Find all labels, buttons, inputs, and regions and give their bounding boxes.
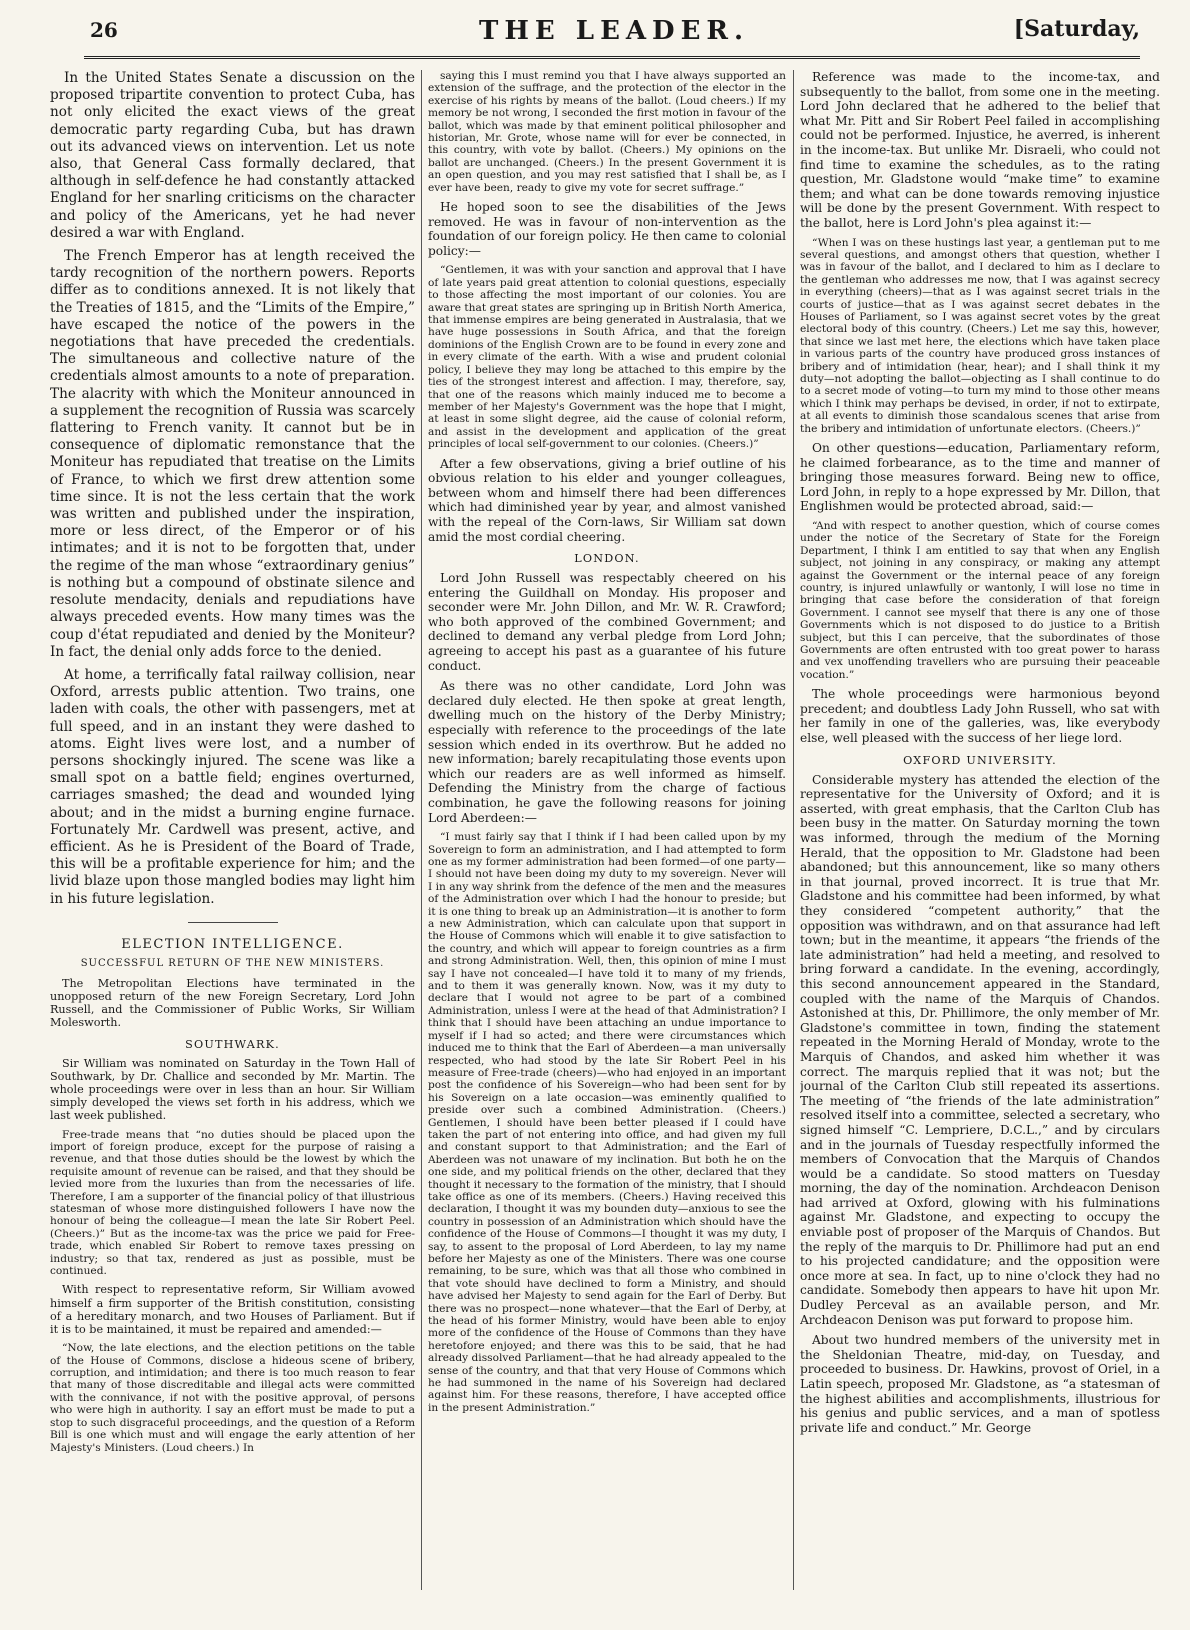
section-divider [188, 922, 278, 923]
paragraph: He hoped soon to see the disabilities of the Jews removed. He was in favour of non-intervention as the foundation of our foreign policy. He then came to colonial policy:— [428, 200, 786, 258]
column-divider [793, 70, 794, 1590]
section-heading: ELECTION INTELLIGENCE. [121, 936, 344, 952]
paragraph: Lord John Russell was respectably cheered on his entering the Guildhall on Monday. His proposer and seconder were Mr. John Dillon, and Mr. W. R. Crawford; who both approved of the combined Government; and declined to demand any verbal pledge from Lord John; agreeing to accept his past as a guarantee of his future conduct. [428, 571, 786, 673]
paragraph: The whole proceedings were harmonious beyond precedent; and doubtless Lady John Russell, who sat with her family in one of the galleries, was, like everybody else, well pleased with the success of her liege lord. [800, 687, 1160, 746]
paragraph: Reference was made to the income-tax, and subsequently to the ballot, from some one in the meeting. Lord John declared that he adhered to the belief that what Mr. Pitt and Sir Robert Peel failed in accomplishing could not be performed. Injustice, he averred, is inherent in the income-tax. But unlike Mr. Disraeli, who could not find time to examine the schedules, as to the rating question, Mr. Gladstone would “make time” to examine them; and what can be done towards removing injustice will be done by the present Government. With respect to the ballot, here is Lord John's plea against it:— [800, 70, 1160, 230]
quote-paragraph: “When I was on these hustings last year, a gentleman put to me several questions, and amongst others that question, whether I was in favour of the ballot, and I declared to him as I declare to the gentleman who addresses me now, that I was against secrecy in everything (cheers)—that as I was against secret trials in the courts of justice—that as I was against secret debates in the Houses of Parliament, so I was against secret votes by the great electoral body of this country. (Cheers.) Let me say this, however, that since we last met here, the elections which have taken place in various parts of the country have produced gross instances of bribery and of intimidation (hear, hear); and I shall think it my duty—not adopting the ballot—objecting as I shall continue to do to a secret mode of voting—to turn my mind to those other means which I think may perhaps be devised, in order, if not to extirpate, at all events to diminish those scandalous scenes that arise from the bribery and intimidation of unfortunate electors. (Cheers.)” [800, 236, 1160, 435]
paragraph: The Metropolitan Elections have terminated in the unopposed return of the new Foreign Secretary, Lord John Russell, and the Commissioner of Public Works, Sir William Molesworth. [50, 976, 415, 1030]
paragraph-french-emperor: The French Emperor has at length received the tardy recognition of the northern powers. Reports differ as to conditions annexed. It is not likely that the Treaties of 1815, and the “Limits of the Empire,” have escaped the notice of the powers in the negotiations that have preceded the credentials. The simultaneous and collective nature of the credentials almost amounts to a note of preparation. The alacrity with which the Moniteur announced in a supplement the recognition of Russia was scarcely flattering to French vanity. It cannot but be in consequence of diplomatic remonstance that the Moniteur has repudiated that treatise on the Limits of France, to which we first drew attention some time since. It is not the less certain that the work was written and published under the inspiration, more or less direct, of the Emperor or of his intimates; and it is not to be forgotten that, under the regime of the man whose “extraordinary genius” is nothing but a compound of obstinate silence and resolute mendacity, denials and repudiations have always preceded events. How many times was the coup d'état repudiated and denied by the Moniteur? In fact, the denial only adds force to the denied. [50, 248, 415, 660]
paragraph: On other questions—education, Parliamentary reform, he claimed forbearance, as to the time and manner of bringing those measures forward. Being new to office, Lord John, in reply to a hope expressed by Mr. Dillon, that Englishmen would be protected abroad, said:— [800, 441, 1160, 514]
subsection-heading-southwark: SOUTHWARK. [185, 1037, 280, 1051]
quote-paragraph: Free-trade means that “no duties should be placed upon the import of foreign produce, except for the purpose of raising a revenue, and that those duties should be the lowest by which the requisite amount of revenue can be raised, and that they should be levied more from the luxuries than from the necessaries of life. Therefore, I am a supporter of the financial policy of that illustrious statesman of whose more distinguished followers I have now the honour of being the colleague—I mean the late Sir Robert Peel. (Cheers.)” But as the income-tax was the price we paid for Free-trade, which enabled Sir Robert to remove taxes pressing on industry; so that tax, rendered as just as possible, must be continued. [50, 1128, 415, 1278]
paragraph: Sir William was nominated on Saturday in the Town Hall of Southwark, by Dr. Challice and seconded by Mr. Martin. The whole proceedings were over in less than an hour. Sir William simply developed the views set forth in his address, which we last week published. [50, 1056, 415, 1123]
quote-paragraph: “And with respect to another question, which of course comes under the notice of the Secretary of State for the Foreign Department, I think I am entitled to say that when any English subject, not joining in any conspiracy, or making any attempt against the Government or the internal peace of any foreign country, is injured unlawfully or wantonly, I will lose no time in bringing that case before the consideration of that foreign Government. I cannot see myself that there is any one of those Governments which is not disposed to do justice to a British subject, but this I can perceive, that the subordinates of those Governments are often entrusted with too great power to harass and vex unoffending travellers who are pursuing their peaceable vocation.” [800, 520, 1160, 681]
quote-paragraph: “Now, the late elections, and the election petitions on the table of the House of Commons, disclose a hideous scene of bribery, corruption, and intimidation; and there is too much reason to fear that many of those discreditable and illegal acts were committed with the connivance, if not with the positive approval, of persons who were high in authority. I say an effort must be made to put a stop to such disgraceful proceedings, and the question of a Reform Bill is one which must and will engage the early attention of her Majesty's Ministers. (Loud cheers.) In [50, 1342, 415, 1454]
paragraph-cuba: In the United States Senate a discussion on the proposed tripartite convention to protect Cuba, has not only elicited the exact views of the great democratic party regarding Cuba, but has drawn out its advanced views on intervention. Let us note also, that General Cass formally declared, that although in self-defence he had constantly attacked England for her snarling criticisms on the character and policy of the Americans, yet he had never desired a war with England. [50, 70, 415, 241]
column-divider [421, 70, 422, 1590]
paragraph: Considerable mystery has attended the election of the representative for the University of Oxford; and it is asserted, with great emphasis, that the Carlton Club has been busy in the matter. On Saturday morning the town was informed, through the medium of the Morning Herald, that the opposition to Mr. Gladstone had been abandoned; but this announcement, like so many others in that journal, proved incorrect. It is true that Mr. Gladstone and his committee had been informed, by what they considered “competent authority,” that the opposition was withdrawn, and on that assurance had left town; but in the meantime, it appears “the friends of the late administration” had held a meeting, and resolved to bring forward a candidate. In the evening, accordingly, this second announcement appeared in the Standard, coupled with the name of the Marquis of Chandos. Astonished at this, Dr. Phillimore, the only member of Mr. Gladstone's committee in town, finding the statement repeated in the Morning Herald of Monday, wrote to the Marquis of Chandos, and asked him whether it was correct. The marquis replied that it was not; but the journal of the Carlton Club still repeated its assertions. The meeting of “the friends of the late administration” resolved itself into a committee, selected a secretary, who signed himself “C. Lempriere, D.C.L.,” and by circulars and in the journals of Tuesday respectfully informed the members of Convocation that the Marquis of Chandos would be a candidate. So stood matters on Tuesday morning, the day of the nomination. Archdeacon Denison had arrived at Oxford, glowing with his fulminations against Mr. Gladstone, and expecting to occupy the enviable post of proposer of the Marquis of Chandos. But the reply of the marquis to Dr. Phillimore had put an end to his projected candidature; and the opposition were once more at sea. In fact, up to nine o'clock they had no candidate. Somebody then appears to have hit upon Mr. Dudley Perceval as an available person, and Mr. Archdeacon Denison was put forward to propose him. [800, 772, 1160, 1327]
column-3 [800, 70, 1160, 1590]
newspaper-title: THE LEADER. [479, 16, 750, 46]
paragraph: As there was no other candidate, Lord John was declared duly elected. He then spoke at great length, dwelling much on the history of the Derby Ministry; especially with reference to the proceedings of the late session which ended in its overthrow. But he added no new information; barely recapitulating those events upon which our readers are as well informed as himself. Defending the Ministry from the charge of factious combination, he gave the following reasons for joining Lord Aberdeen:— [428, 679, 786, 825]
page-number: 26 [90, 18, 118, 42]
paragraph: About two hundred members of the university met in the Sheldonian Theatre, mid-day, on Tuesday, and proceeded to business. Dr. Hawkins, provost of Oriel, in a Latin speech, proposed Mr. Gladstone, as “a statesman of the highest abilities and accomplishments, illustrious for his genius and public services, and a man of spotless private life and conduct.” Mr. George [800, 1333, 1160, 1435]
subsection-heading-oxford: OXFORD UNIVERSITY. [903, 753, 1057, 767]
section-subheading: SUCCESSFUL RETURN OF THE NEW MINISTERS. [80, 957, 385, 969]
column-1 [50, 70, 415, 1590]
paragraph: After a few observations, giving a brief outline of his obvious relation to his elder and younger colleagues, between whom and himself there had been differences which had diminished year by year, and almost vanished with the repeal of the Corn-laws, Sir William sat down amid the most cordial cheering. [428, 456, 786, 544]
paragraph-railway-collision: At home, a terrifically fatal railway collision, near Oxford, arrests public attention. Two trains, one laden with coals, the other with passengers, met at full speed, and in an instant they were dashed to atoms. Eight lives were lost, and a number of persons shockingly injured. The scene was like a small spot on a battle field; engines overturned, carriages smashed; the dead and wounded lying about; and in the midst a burning engine furnace. Fortunately Mr. Cardwell was present, active, and efficient. As he is President of the Board of Trade, this will be a profitable experience for him; and the livid blaze upon those mangled bodies may light him in his future legislation. [50, 666, 415, 907]
quote-paragraph: “I must fairly say that I think if I had been called upon by my Sovereign to form an administration, and I had attempted to form one as my former administration had been formed—of one party—I should not have been doing my duty to my sovereign. Never will I in any way shrink from the defence of the men and the measures of the Administration over which I had the honour to preside; but it is one thing to break up an Administration—it is another to form a new Administration, which can calculate upon that support in the House of Commons which will enable it to give satisfaction to the country, and which will appear to foreign countries as a firm and strong Administration. Well, then, this opinion of mine I must say I have not concealed—I have told it to many of my friends, and to them it was generally known. Now, was it my duty to declare that I would not agree to be part of a combined Administration, unless I were at the head of that Administration? I think that I should have been attaching an undue importance to myself if I had so acted; and there were circumstances which induced me to think that the Earl of Aberdeen—a man universally respected, who had stood by the late Sir Robert Peel in his measure of Free-trade (cheers)—who had enjoyed in an important post the confidence of his Sovereign—who had been sent for by his Sovereign on a late occasion—was eminently qualified to preside over such a combined Administration. (Cheers.) Gentlemen, I should have been better pleased if I could have taken the part of not entering into office, and had given my full and constant support to that Administration; and the Earl of Aberdeen was not unaware of my inclination. But both he on the one side, and my political friends on the other, declared that they thought it necessary to the formation of the ministry, that I should take office as one of its members. (Cheers.) Having received this declaration, I thought it was my bounden duty—anxious to see the country in possession of an Administration which should have the confidence of the House of Commons—I thought it was my duty, I say, to assent to the proposal of Lord Aberdeen, to lay my name before her Majesty as one of the Ministers. There was one course remaining, to be sure, which was that all those who combined in that vote should have declined to form a Ministry, and should have advised her Majesty to send again for the Earl of Derby. But there was no prospect—none whatever—that the Earl of Derby, at the head of his former Ministry, would have been able to enjoy more of the confidence of the House of Commons than they have heretofore enjoyed; and there was this to be said, that he had already dissolved Parliament—that he had already appealed to the sense of the country, and that that very House of Commons which he had summoned in the name of his Sovereign had declared against him. For these reasons, therefore, I have accepted office in the present Administration.” [428, 831, 786, 1414]
paragraph: With respect to representative reform, Sir William avowed himself a firm supporter of the British constitution, consisting of a hereditary monarch, and two Houses of Parliament. But if it is to be maintained, it must be repaired and amended:— [50, 1283, 415, 1337]
issue-day: [Saturday, [1013, 16, 1140, 42]
subsection-heading-london: LONDON. [574, 552, 640, 566]
quote-paragraph: “Gentlemen, it was with your sanction and approval that I have of late years paid great attention to colonial questions, especially to those affecting the most important of our colonies. You are aware that great states are springing up in British North America, that immense empires are being generated in Australasia, that we have huge possessions in South Africa, and that the foreign dominions of the English Crown are to be found in every zone and in every climate of the earth. With a wise and prudent colonial policy, I believe they may long be attached to this empire by the ties of the strongest interest and affection. I may, therefore, say, that one of the reasons which mainly induced me to become a member of her Majesty's Government was the hope that I might, at least in some slight degree, aid the cause of colonial reform, and assist in the development and application of the great principles of local self-government to our colonies. (Cheers.)” [428, 264, 786, 451]
masthead [84, 16, 1140, 52]
masthead-rule [84, 56, 1140, 61]
quote-paragraph: saying this I must remind you that I have always supported an extension of the suffrage, and the protection of the elector in the exercise of his rights by means of the ballot. (Loud cheers.) If my memory be not wrong, I seconded the first motion in favour of the ballot, which was made by that eminent political philosopher and historian, Mr. Grote, whose name will for ever be connected, in this country, with vote by ballot. (Cheers.) My opinions on the ballot are unchanged. (Cheers.) In the present Government it is an open question, and you may rest satisfied that I shall be, as I ever have been, ready to give my vote for secret suffrage.” [428, 70, 786, 194]
column-2 [428, 70, 786, 1590]
